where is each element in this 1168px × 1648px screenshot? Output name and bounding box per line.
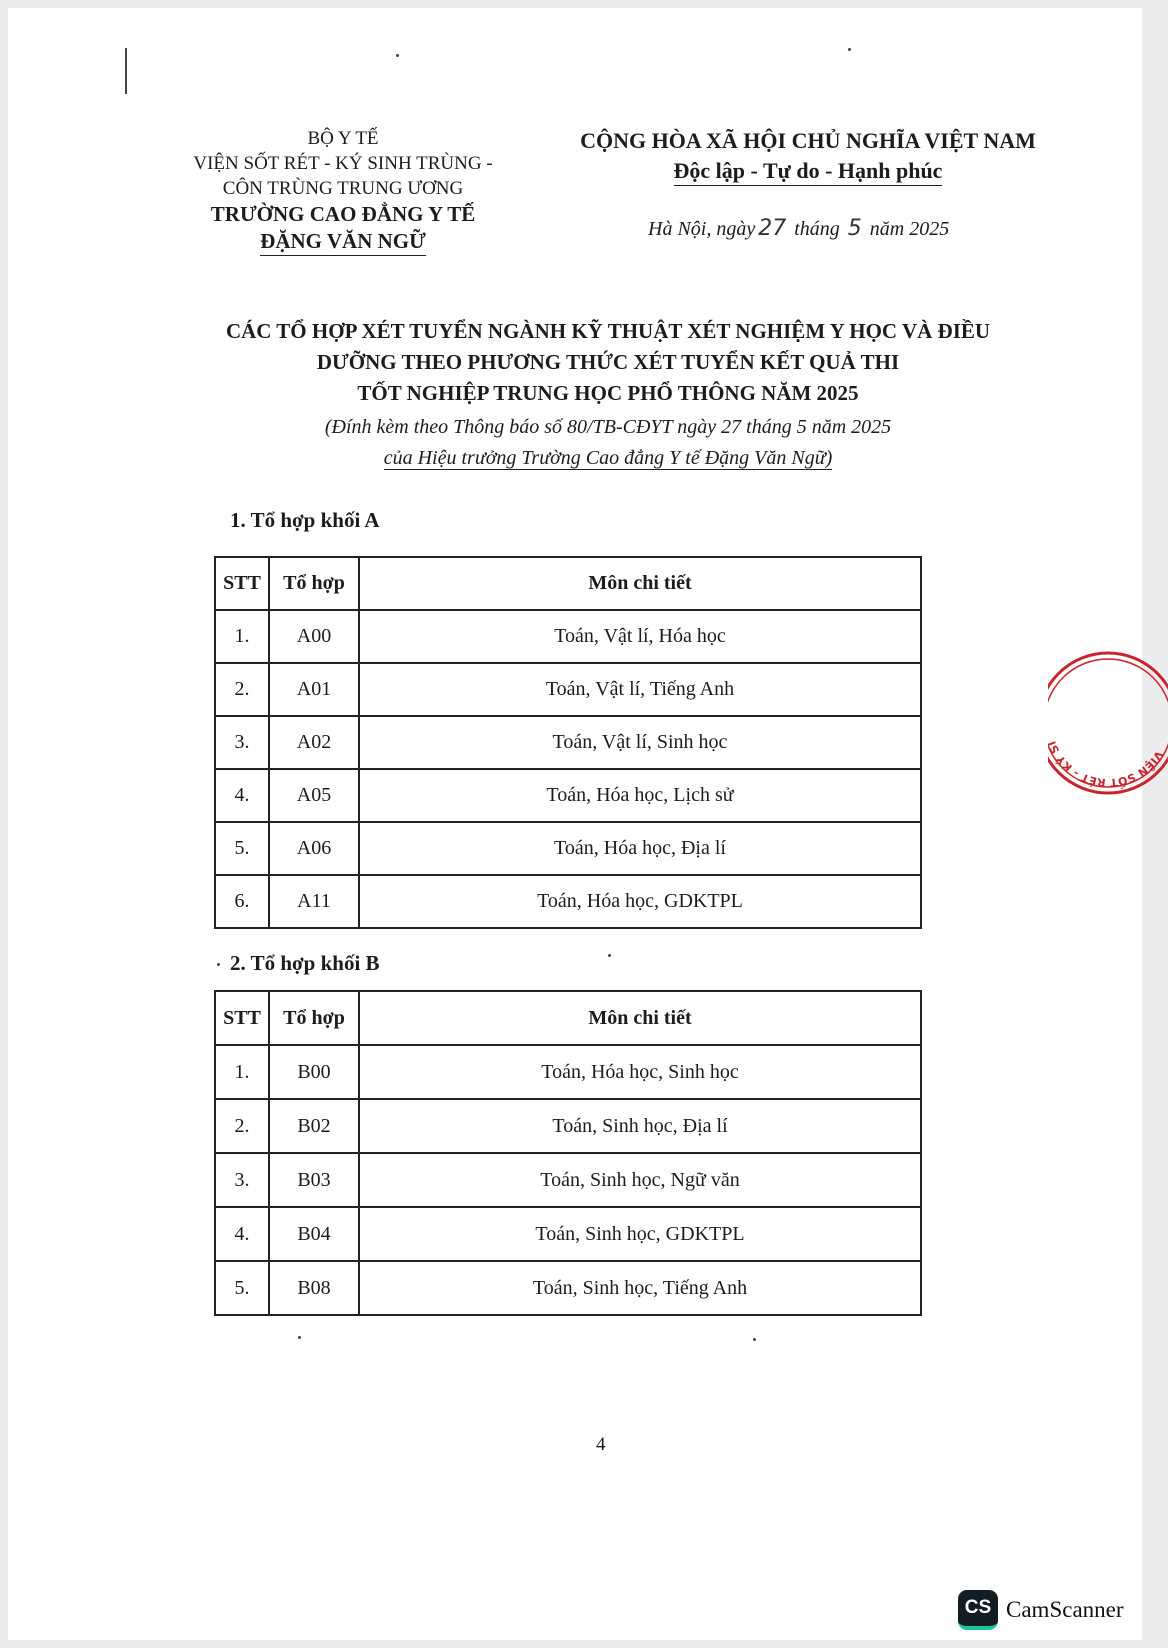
title-line-2: DƯỠNG THEO PHƯƠNG THỨC XÉT TUYỂN KẾT QUẢ THI bbox=[316, 350, 900, 374]
table-row bbox=[215, 769, 921, 822]
seal-text: VIỆN SỐT RÉT - KÝ S bbox=[1048, 742, 1166, 790]
row-subjects: Toán, Vật lí, Sinh học bbox=[359, 716, 921, 769]
camscanner-watermark bbox=[958, 1588, 1124, 1632]
row-subjects: Toán, Sinh học, Tiếng Anh bbox=[359, 1261, 921, 1315]
scan-dot bbox=[848, 48, 851, 51]
row-subjects: Toán, Vật lí, Tiếng Anh bbox=[359, 663, 921, 716]
row-subjects: Toán, Hóa học, GDKTPL bbox=[359, 875, 921, 928]
camscanner-logo-icon: CS bbox=[958, 1590, 998, 1630]
page-number: 4 bbox=[596, 1434, 606, 1455]
document-page bbox=[8, 8, 1166, 1640]
title-line-1: CÁC TỔ HỢP XÉT TUYỂN NGÀNH KỸ THUẬT XÉT NGHIỆM Y HỌC VÀ ĐIỀU bbox=[225, 319, 991, 343]
document-subtitle bbox=[238, 412, 978, 474]
row-stt: 4. bbox=[215, 1207, 269, 1261]
scan-dot bbox=[608, 954, 611, 957]
camscanner-name: CamScanner bbox=[1006, 1597, 1124, 1622]
row-code: B04 bbox=[269, 1207, 359, 1261]
place-date bbox=[648, 216, 949, 241]
row-stt: 4. bbox=[215, 769, 269, 822]
row-stt: 6. bbox=[215, 875, 269, 928]
row-stt: 2. bbox=[215, 663, 269, 716]
table-row bbox=[215, 875, 921, 928]
table-header-row bbox=[215, 557, 921, 610]
handwritten-day: 27 bbox=[758, 216, 787, 241]
row-code: A01 bbox=[269, 663, 359, 716]
row-code: A02 bbox=[269, 716, 359, 769]
table-row bbox=[215, 822, 921, 875]
table-row bbox=[215, 1261, 921, 1315]
row-code: A11 bbox=[269, 875, 359, 928]
official-seal bbox=[1048, 648, 1166, 798]
block-b-table bbox=[214, 990, 922, 1316]
header-subjects: Môn chi tiết bbox=[359, 991, 921, 1045]
scan-mark bbox=[125, 48, 127, 94]
row-code: A05 bbox=[269, 769, 359, 822]
table-header-row bbox=[215, 991, 921, 1045]
table-row bbox=[215, 1099, 921, 1153]
row-code: B03 bbox=[269, 1153, 359, 1207]
subtitle-line-1: (Đính kèm theo Thông báo số 80/TB-CĐYT ngày 27 tháng 5 năm 2025 bbox=[324, 416, 892, 438]
section-b-heading: 2. Tổ hợp khối B bbox=[230, 951, 380, 975]
table-row bbox=[215, 1045, 921, 1099]
svg-text:VIỆN SỐT RÉT - KÝ SI bbox=[1048, 739, 1166, 790]
header-code: Tổ hợp bbox=[269, 991, 359, 1045]
row-code: A00 bbox=[269, 610, 359, 663]
national-motto: Độc lập - Tự do - Hạnh phúc bbox=[674, 157, 943, 186]
header-stt: STT bbox=[215, 557, 269, 610]
row-subjects: Toán, Sinh học, Ngữ văn bbox=[359, 1153, 921, 1207]
header-subjects: Môn chi tiết bbox=[359, 557, 921, 610]
table-row bbox=[215, 1207, 921, 1261]
national-header bbox=[568, 126, 1048, 186]
school-name-2: ĐẶNG VĂN NGỮ bbox=[260, 228, 426, 256]
document-title bbox=[198, 316, 1018, 409]
header-stt: STT bbox=[215, 991, 269, 1045]
year-text: năm 2025 bbox=[869, 218, 950, 240]
institute-name-1: VIỆN SỐT RÉT - KÝ SINH TRÙNG - bbox=[193, 153, 493, 174]
row-code: B02 bbox=[269, 1099, 359, 1153]
row-stt: 3. bbox=[215, 716, 269, 769]
row-subjects: Toán, Hóa học, Địa lí bbox=[359, 822, 921, 875]
row-subjects: Toán, Sinh học, Địa lí bbox=[359, 1099, 921, 1153]
block-a-table bbox=[214, 556, 922, 929]
row-subjects: Toán, Vật lí, Hóa học bbox=[359, 610, 921, 663]
table-row bbox=[215, 663, 921, 716]
row-stt: 3. bbox=[215, 1153, 269, 1207]
subtitle-line-2: của Hiệu trưởng Trường Cao đẳng Y tế Đặng Văn Ngữ) bbox=[383, 447, 833, 469]
row-subjects: Toán, Hóa học, Sinh học bbox=[359, 1045, 921, 1099]
row-subjects: Toán, Sinh học, GDKTPL bbox=[359, 1207, 921, 1261]
table-row bbox=[215, 716, 921, 769]
institute-name-2: CÔN TRÙNG TRUNG ƯƠNG bbox=[222, 178, 464, 199]
scan-dot bbox=[396, 54, 399, 57]
scan-dot bbox=[298, 1336, 301, 1339]
handwritten-month: 5 bbox=[847, 216, 862, 241]
row-stt: 5. bbox=[215, 822, 269, 875]
school-name-1: TRƯỜNG CAO ĐẲNG Y TẾ bbox=[210, 202, 476, 226]
place-prefix: Hà Nội, ngày bbox=[648, 218, 756, 240]
row-stt: 5. bbox=[215, 1261, 269, 1315]
month-word: tháng bbox=[794, 218, 840, 240]
section-a-heading: 1. Tổ hợp khối A bbox=[230, 508, 380, 532]
row-stt: 1. bbox=[215, 1045, 269, 1099]
row-stt: 2. bbox=[215, 1099, 269, 1153]
table-row bbox=[215, 1153, 921, 1207]
row-subjects: Toán, Hóa học, Lịch sử bbox=[359, 769, 921, 822]
table-row bbox=[215, 610, 921, 663]
row-code: B00 bbox=[269, 1045, 359, 1099]
scan-dot bbox=[753, 1338, 756, 1341]
row-code: B08 bbox=[269, 1261, 359, 1315]
scan-dot bbox=[217, 963, 220, 966]
title-line-3: TỐT NGHIỆP TRUNG HỌC PHỔ THÔNG NĂM 2025 bbox=[357, 381, 859, 405]
nation-name: CỘNG HÒA XÃ HỘI CHỦ NGHĨA VIỆT NAM bbox=[580, 128, 1036, 153]
header-code: Tổ hợp bbox=[269, 557, 359, 610]
row-stt: 1. bbox=[215, 610, 269, 663]
issuing-authority bbox=[178, 126, 508, 256]
row-code: A06 bbox=[269, 822, 359, 875]
ministry-name: BỘ Y TẾ bbox=[307, 128, 379, 149]
seal-icon bbox=[1048, 648, 1168, 798]
